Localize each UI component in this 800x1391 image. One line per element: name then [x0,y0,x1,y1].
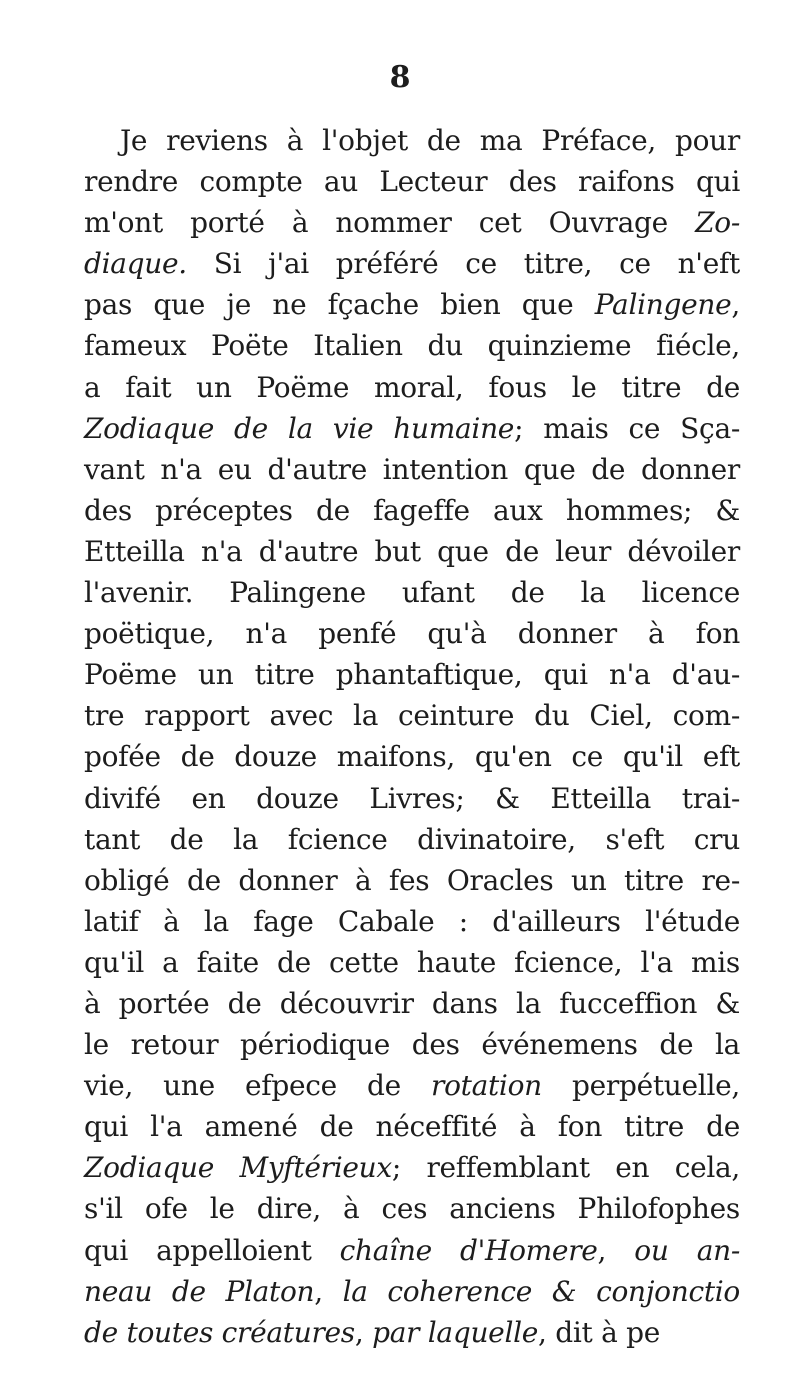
text-line: fameux Poëte Italien du quinzieme fiécle, [84,329,740,363]
text-line: poëtique, n'a penfé qu'à donner à fon [84,617,740,651]
text-line: Zodiaque de la vie humaine; mais ce Sça- [84,411,740,445]
text-line: vant n'a eu d'autre intention que de donner [84,452,740,486]
page-number: 8 [389,60,411,95]
text-line: à portée de découvrir dans la fucceffion & [84,986,740,1020]
text-line: Poëme un titre phantaftique, qui n'a d'au- [84,658,740,692]
text-line: vie, une efpece de rotation perpétuelle, [84,1069,740,1103]
text-line: obligé de donner à fes Oracles un titre re- [84,863,740,897]
text-line: m'ont porté à nommer cet Ouvrage Zo- [84,206,740,240]
text-line: de toutes créatures, par laquelle, dit à pe [84,1315,660,1349]
text-line: a fait un Poëme moral, fous le titre de [84,370,740,404]
text-line: tant de la fcience divinatoire, s'eft cru [84,822,740,856]
text-line: qui l'a amené de néceffité à fon titre de [84,1110,740,1144]
text-line: Je reviens à l'objet de ma Préface, pour [120,124,740,157]
text-line: le retour périodique des événemens de la [84,1028,740,1062]
text-line: neau de Platon, la coherence & conjonctio [84,1274,740,1308]
text-line: divifé en douze Livres; & Etteilla trai- [84,781,740,815]
text-line: l'avenir. Palingene ufant de la licence [84,576,740,610]
text-line: pofée de douze maifons, qu'en ce qu'il eft [84,740,740,774]
text-line: des préceptes de fageffe aux hommes; & [84,493,740,527]
text-line: tre rapport avec la ceinture du Ciel, com- [84,699,740,733]
text-line: qu'il a faite de cette haute fcience, l'a mis [84,945,740,979]
text-line: Etteilla n'a d'autre but que de leur dévoiler [84,534,740,568]
text-line: latif à la fage Cabale : d'ailleurs l'étude [84,904,740,938]
text-line: diaque. Si j'ai préféré ce titre, ce n'eft [84,247,740,281]
text-line: rendre compte au Lecteur des raifons qui [84,165,740,199]
body-text [84,120,740,1353]
text-line: qui appelloient chaîne d'Homere, ou an- [84,1233,740,1267]
text-line: pas que je ne fçache bien que Palingene, [84,288,740,322]
text-line: s'il ofe le dire, à ces anciens Philofophes [84,1192,740,1226]
text-line: Zodiaque Myftérieux; reffemblant en cela, [84,1151,740,1185]
